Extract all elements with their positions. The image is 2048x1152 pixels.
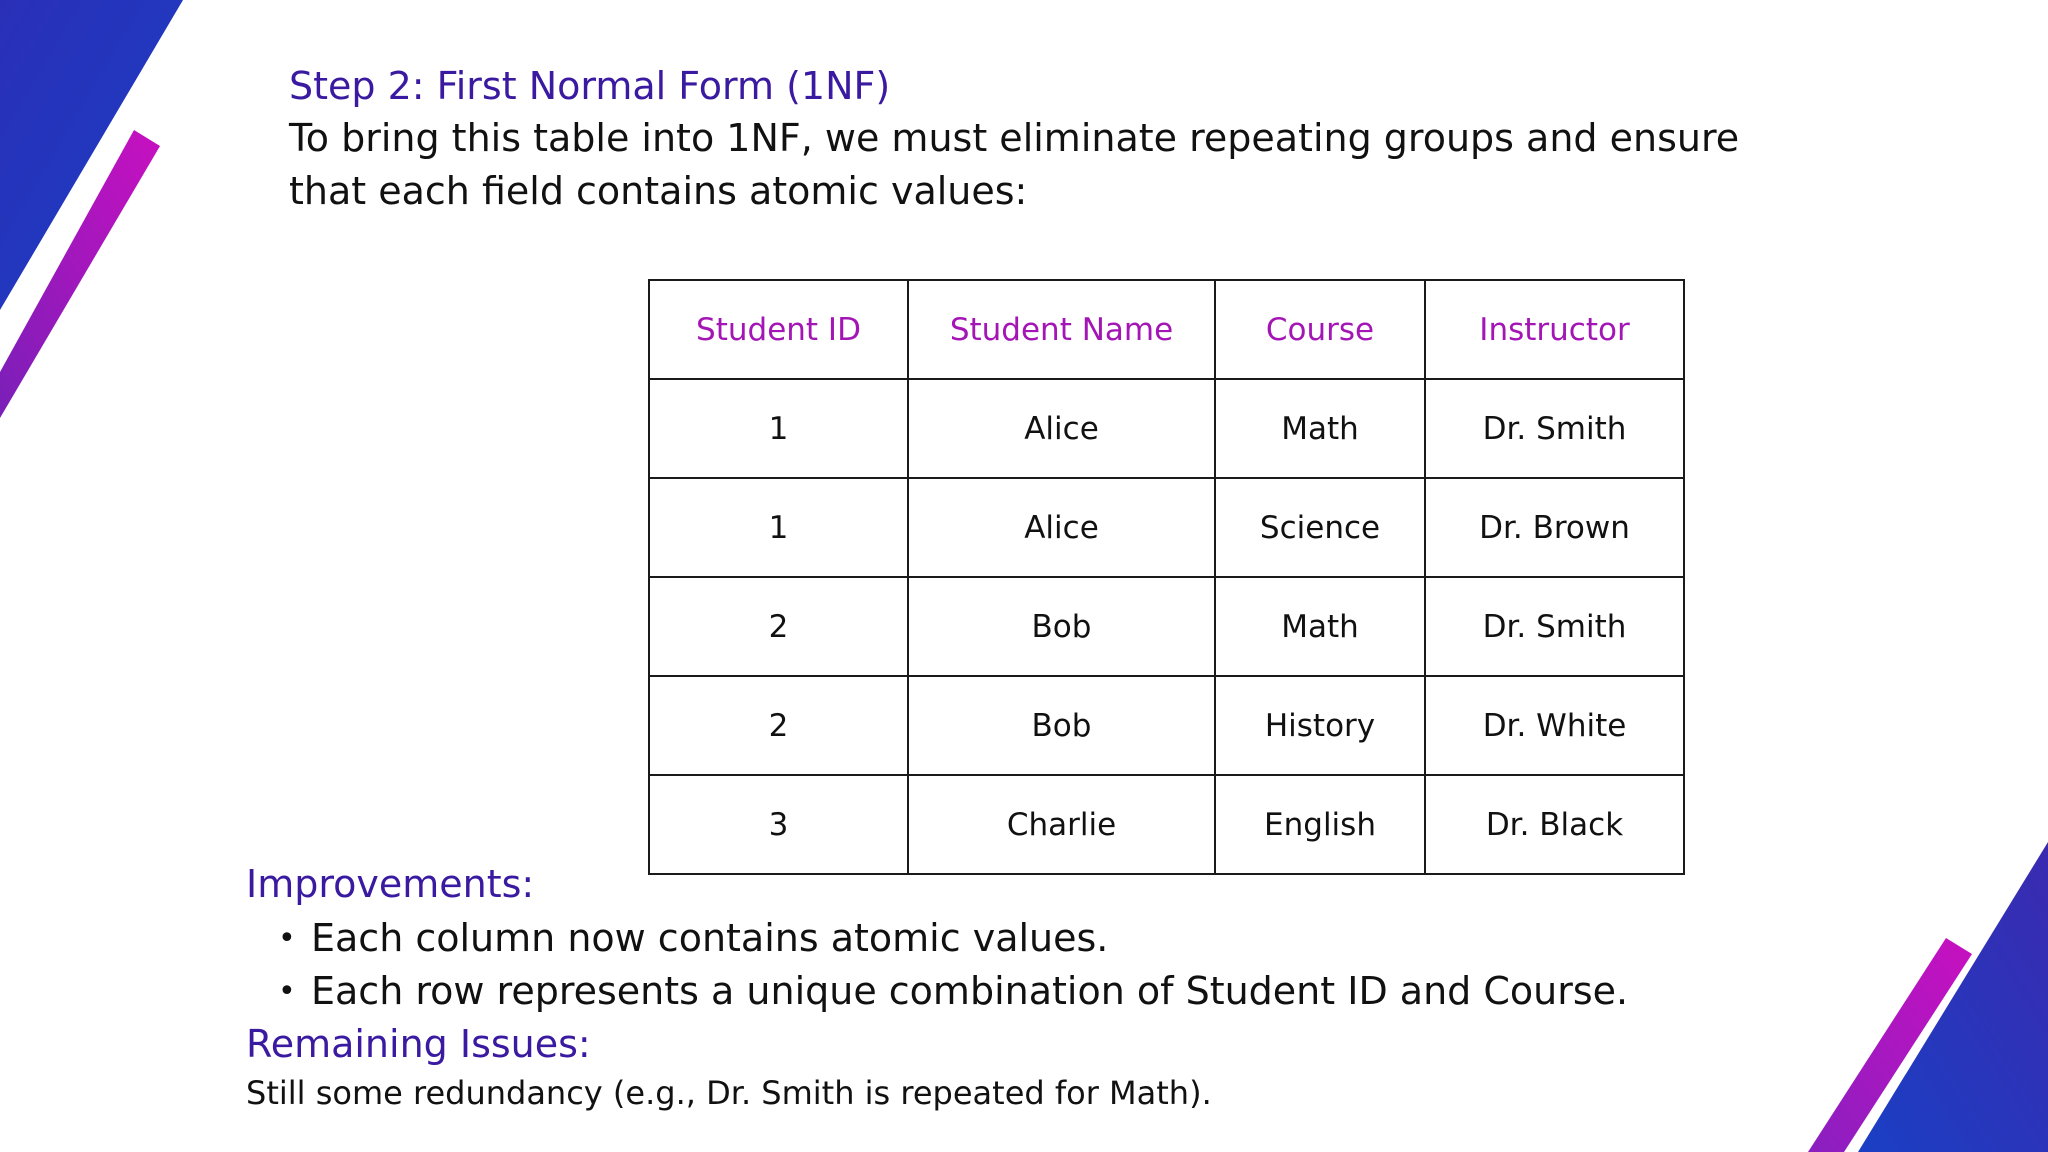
decorative-corner-top-left: [0, 0, 200, 440]
table-row: [649, 379, 1684, 478]
column-header: Student ID: [649, 280, 908, 379]
normalized-table: [648, 279, 1685, 875]
table-cell: Dr. Black: [1425, 775, 1684, 874]
table-row: [649, 775, 1684, 874]
decorative-corner-bottom-right: [1808, 832, 2048, 1152]
table-cell: Dr. White: [1425, 676, 1684, 775]
bullet-icon: •: [278, 921, 296, 956]
remaining-issues-text: Still some redundancy (e.g., Dr. Smith is repeated for Math).: [246, 1074, 1212, 1112]
table-cell: Charlie: [908, 775, 1215, 874]
table-row: [649, 676, 1684, 775]
list-item: [278, 965, 1628, 1018]
column-header: Student Name: [908, 280, 1215, 379]
table-cell: 1: [649, 478, 908, 577]
table-header-row: [649, 280, 1684, 379]
improvements-heading: Improvements:: [246, 862, 535, 906]
table-cell: Math: [1215, 577, 1425, 676]
intro-paragraph: To bring this table into 1NF, we must eliminate repeating groups and ensure that each field contains atomic values:: [289, 116, 1740, 213]
table-cell: Bob: [908, 676, 1215, 775]
table-cell: Science: [1215, 478, 1425, 577]
list-item-text: Each column now contains atomic values.: [311, 916, 1109, 960]
table-cell: 3: [649, 775, 908, 874]
table-cell: Alice: [908, 478, 1215, 577]
table-cell: Math: [1215, 379, 1425, 478]
list-item: [278, 912, 1628, 965]
improvements-list: [278, 912, 1628, 1018]
list-item-text: Each row represents a unique combination of Student ID and Course.: [311, 969, 1629, 1013]
table-row: [649, 577, 1684, 676]
table-cell: Dr. Smith: [1425, 577, 1684, 676]
remaining-issues-heading: Remaining Issues:: [246, 1022, 591, 1066]
column-header: Course: [1215, 280, 1425, 379]
table-cell: History: [1215, 676, 1425, 775]
table-cell: Bob: [908, 577, 1215, 676]
table-cell: Alice: [908, 379, 1215, 478]
table-cell: 2: [649, 577, 908, 676]
column-header: Instructor: [1425, 280, 1684, 379]
table-cell: 1: [649, 379, 908, 478]
table-cell: Dr. Brown: [1425, 478, 1684, 577]
table-cell: English: [1215, 775, 1425, 874]
bullet-icon: •: [278, 974, 296, 1009]
table-cell: 2: [649, 676, 908, 775]
table-row: [649, 478, 1684, 577]
table-cell: Dr. Smith: [1425, 379, 1684, 478]
slide-title: Step 2: First Normal Form (1NF): [289, 64, 891, 108]
